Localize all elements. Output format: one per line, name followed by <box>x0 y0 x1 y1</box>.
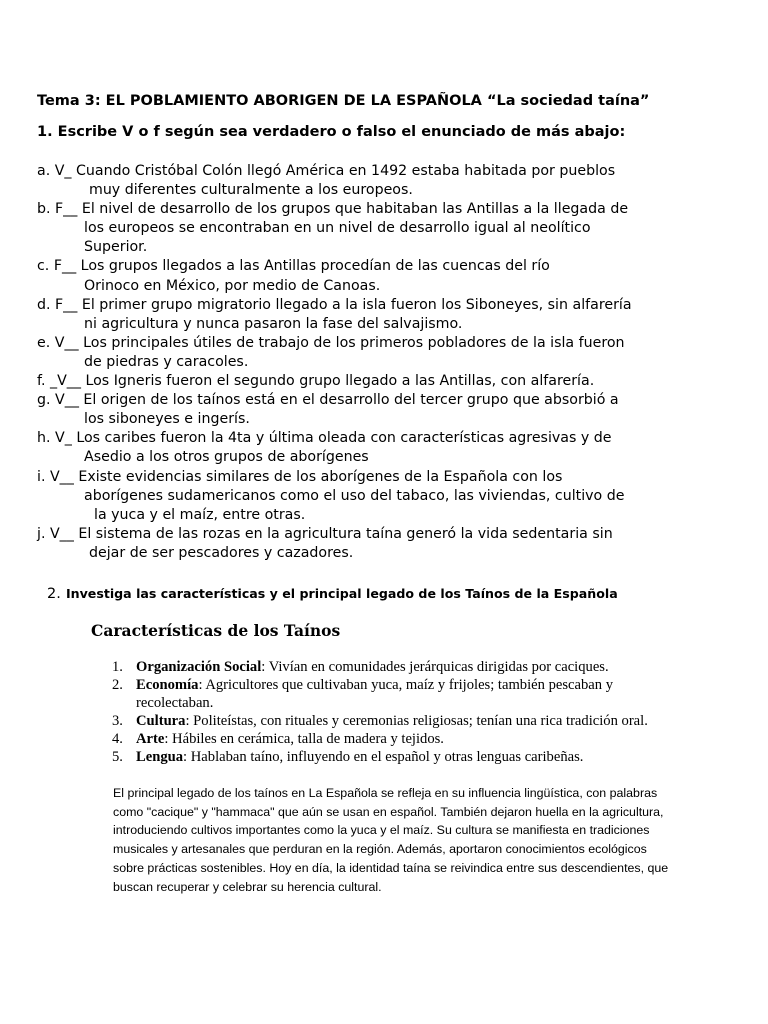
characteristic-number: 5. <box>112 749 123 765</box>
statement-line: d. F__ El primer grupo migratorio llegado a la isla fueron los Siboneyes, sin alfarería <box>37 296 632 313</box>
statement-line: Orinoco en México, por medio de Canoas. <box>84 277 381 294</box>
statement-line: la yuca y el maíz, entre otras. <box>94 506 306 523</box>
statement-line: ni agricultura y nunca pasaron la fase del salvajismo. <box>84 315 463 332</box>
characteristic-item <box>112 712 672 730</box>
legacy-line: como "cacique" y "hammaca" que aún se usan en español. También dejaron huella en la agricultura, <box>113 804 664 819</box>
characteristic-item <box>112 748 672 766</box>
document-title: Tema 3: EL POBLAMIENTO ABORIGEN DE LA ESPAÑOLA “La sociedad taína” <box>37 93 650 109</box>
statement-line: j. V__ El sistema de las rozas en la agricultura taína generó la vida sedentaria sin <box>37 525 613 542</box>
statement-item <box>37 334 737 372</box>
statement-line: f. _V__ Los Igneris fueron el segundo grupo llegado a las Antillas, con alfarería. <box>37 373 595 390</box>
statement-line: a. V_ Cuando Cristóbal Colón llegó América en 1492 estaba habitada por pueblos <box>37 163 616 179</box>
statement-line: Superior. <box>84 239 148 256</box>
legacy-line: introduciendo cultivos importantes como la yuca y el maíz. Su cultura se manifiesta en tradiciones <box>113 823 650 838</box>
question-2-text: Investiga las características y el principal legado de los Taínos de la Española <box>65 586 618 601</box>
statement-line: g. V__ El origen de los taínos está en el desarrollo del tercer grupo que absorbió a <box>37 392 619 409</box>
question-1-number: 1. <box>37 124 53 140</box>
statement-line: aborígenes sudamericanos como el uso del tabaco, las viviendas, cultivo de <box>84 487 625 504</box>
statement-line: b. F__ El nivel de desarrollo de los grupos que habitaban las Antillas a la llegada de <box>37 201 629 218</box>
statement-line: muy diferentes culturalmente a los europeos. <box>89 182 413 199</box>
characteristic-item <box>112 730 672 748</box>
statement-item <box>37 372 737 391</box>
legacy-line: musicales y artesanales que perduran en la región. Además, aportaron conocimientos ecológicos <box>113 842 647 857</box>
characteristic-number: 4. <box>112 731 123 747</box>
question-1-heading <box>37 124 625 140</box>
statement-item <box>37 296 737 334</box>
statement-line: e. V__ Los principales útiles de trabajo de los primeros pobladores de la isla fueron <box>37 334 625 351</box>
statement-line: i. V__ Existe evidencias similares de los aborígenes de la Española con los <box>37 468 563 485</box>
characteristic-term: Arte <box>136 731 165 747</box>
statement-item <box>37 200 737 257</box>
characteristic-description: : Hábiles en cerámica, talla de madera y tejidos. <box>164 731 444 747</box>
characteristic-description: : Vivían en comunidades jerárquicas dirigidas por caciques. <box>261 659 609 675</box>
characteristic-number: 3. <box>112 713 123 729</box>
statement-item <box>37 162 737 200</box>
characteristic-number: 1. <box>112 659 123 675</box>
statement-line: los siboneyes e ingerís. <box>84 411 250 428</box>
legacy-line: El principal legado de los taínos en La Española se refleja en su influencia lingüística, con palabras <box>113 786 658 800</box>
characteristic-description: : Agricultores que cultivaban yuca, maíz y frijoles; también pescaban y recolectaban. <box>136 677 614 711</box>
question-2-heading <box>47 583 618 602</box>
statement-line: dejar de ser pescadores y cazadores. <box>89 544 354 561</box>
statement-line: c. F__ Los grupos llegados a las Antillas procedían de las cuencas del río <box>37 258 550 275</box>
statement-item <box>37 468 737 525</box>
characteristic-term: Organización Social <box>136 659 262 675</box>
statement-item <box>37 391 737 429</box>
characteristics-title: Características de los Taínos <box>91 621 341 640</box>
characteristic-term: Lengua <box>136 749 184 765</box>
true-false-list <box>37 162 737 563</box>
question-1-text: Escribe V o f según sea verdadero o falso el enunciado de más abajo: <box>57 124 626 140</box>
statement-item <box>37 525 737 563</box>
characteristic-item <box>112 658 672 676</box>
characteristic-term: Cultura <box>136 713 186 729</box>
characteristic-description: : Hablaban taíno, influyendo en el español y otras lenguas caribeñas. <box>183 749 584 765</box>
characteristic-term: Economía <box>136 677 199 693</box>
statement-line: de piedras y caracoles. <box>84 353 249 370</box>
statement-line: los europeos se encontraban en un nivel de desarrollo igual al neolítico <box>84 220 591 237</box>
legacy-line: buscan recuperar y celebrar su herencia cultural. <box>113 879 382 894</box>
characteristics-list <box>112 658 672 766</box>
characteristic-description: : Politeístas, con rituales y ceremonias religiosas; tenían una rica tradición oral. <box>185 713 648 729</box>
statement-item <box>37 429 737 467</box>
legacy-line: sobre prácticas sostenibles. Hoy en día, la identidad taína se reivindica entre sus descendientes, que <box>113 860 669 875</box>
statement-line: h. V_ Los caribes fueron la 4ta y última oleada con características agresivas y de <box>37 430 612 447</box>
legacy-paragraph <box>113 784 683 896</box>
characteristic-number: 2. <box>112 677 123 693</box>
statement-line: Asedio a los otros grupos de aborígenes <box>84 449 369 466</box>
characteristic-item <box>112 676 672 712</box>
statement-item <box>37 257 737 295</box>
question-2-number: 2. <box>47 586 61 602</box>
